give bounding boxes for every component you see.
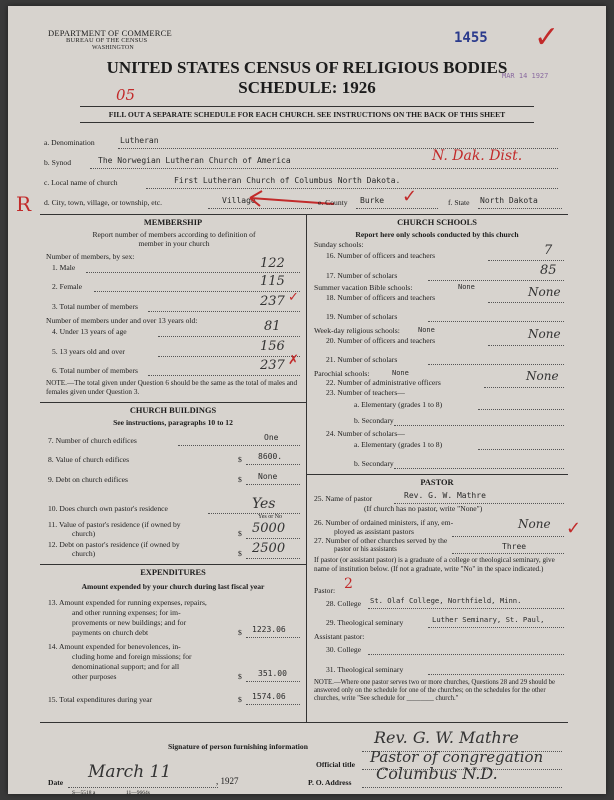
schedule-number-stamp: 1455 xyxy=(454,30,488,46)
q25-hint: (If church has no pastor, write "None") xyxy=(364,504,483,513)
q20-value: None xyxy=(528,327,561,341)
q16-label: 16. Number of officers and teachers xyxy=(326,251,436,260)
q26-label-2: ployed as assistant pastors xyxy=(334,527,414,536)
q15-label: 15. Total expenditures during year xyxy=(48,695,153,704)
q10-hint: Yes or No xyxy=(258,514,283,520)
expenditures-intro: Amount expended by your church during last fiscal year xyxy=(81,582,265,591)
q22-value: None xyxy=(526,369,559,383)
q29-label: 29. Theological seminary xyxy=(326,618,404,627)
schools-intro: Report here only schools conducted by this church xyxy=(355,230,519,239)
q23b-label: b. Secondary xyxy=(354,416,394,425)
q17-label: 17. Number of scholars xyxy=(326,271,398,280)
po-address-value: Columbus N.D. xyxy=(376,764,498,783)
q27-label-2: pastor or his assistants xyxy=(334,545,397,553)
q10-value: Yes xyxy=(252,496,276,512)
q14-dollar: $ xyxy=(238,672,242,681)
q6-total-label: 6. Total number of members xyxy=(52,366,139,375)
q14-label-3: denominational support; and for all xyxy=(72,662,180,671)
official-title-label: Official title xyxy=(316,760,356,769)
schools-heading: CHURCH SCHOOLS xyxy=(397,218,477,227)
q18-label: 18. Number of officers and teachers xyxy=(326,293,436,302)
q11-dollar: $ xyxy=(238,529,242,538)
q24b-label: b. Secondary xyxy=(354,459,394,468)
church-name-label: c. Local name of church xyxy=(44,178,118,187)
po-address-label: P. O. Address xyxy=(308,778,352,787)
parochial-schools-value: None xyxy=(392,369,409,377)
denomination-value: Lutheran xyxy=(120,136,159,145)
q9-label: 9. Debt on church edifices xyxy=(48,475,128,484)
q13-value: 1223.06 xyxy=(252,625,286,634)
membership-heading: MEMBERSHIP xyxy=(143,218,203,227)
q6-total-value: 237 xyxy=(260,358,285,373)
members-by-sex-label: Number of members, by sex: xyxy=(46,252,135,261)
q13-dollar: $ xyxy=(238,628,242,637)
q4-under13-label: 4. Under 13 years of age xyxy=(52,327,127,336)
q13-label-4: payments on church debt xyxy=(72,628,149,637)
q11-label-2: church) xyxy=(72,529,96,538)
q11-value: 5000 xyxy=(252,521,286,536)
membership-note: NOTE.—The total given under Question 6 should be the same as the total of males and females given under Question 3. xyxy=(46,379,298,396)
q14-label-4: other purposes xyxy=(72,672,117,681)
q12-label-2: church) xyxy=(72,549,96,558)
q8-value: 8600. xyxy=(258,452,283,461)
q8-dollar: $ xyxy=(238,455,242,464)
q25-label: 25. Name of pastor xyxy=(314,494,373,503)
q29-value: Luther Seminary, St. Paul, xyxy=(432,615,545,624)
print-number: 11—9664s xyxy=(126,790,150,796)
q23-label: 23. Number of teachers— xyxy=(326,388,405,397)
membership-intro-2: member in your church xyxy=(138,239,210,248)
summer-schools-value: None xyxy=(458,283,475,291)
state-value: North Dakota xyxy=(480,196,538,205)
q14-label-1: 14. Amount expended for benevolences, in- xyxy=(48,642,181,651)
age-groups-label: Number of members under and over 13 years old: xyxy=(46,316,198,325)
q6-x-mark-icon: ✗ xyxy=(288,353,299,368)
q28-label: 28. College xyxy=(326,599,362,608)
q23a-label: a. Elementary (grades 1 to 8) xyxy=(354,400,443,409)
q10-label: 10. Does church own pastor's residence xyxy=(48,504,168,513)
q26-value: None xyxy=(518,517,551,531)
county-label: e. County xyxy=(318,198,348,207)
department-name: DEPARTMENT OF COMMERCE xyxy=(48,28,172,38)
pastor-subheading: Pastor: xyxy=(314,586,336,595)
church-name-value: First Lutheran Church of Columbus North Dakota. xyxy=(174,176,401,185)
q12-dollar: $ xyxy=(238,549,242,558)
weekday-schools-label: Week-day religious schools: xyxy=(314,326,400,335)
signature-label: Signature of person furnishing information xyxy=(168,742,308,751)
q11-label-1: 11. Value of pastor's residence (if owned by xyxy=(48,520,181,529)
city-value: Village xyxy=(222,196,256,205)
q12-value: 2500 xyxy=(252,541,286,556)
state-label: f. State xyxy=(448,198,470,207)
weekday-schools-value: None xyxy=(418,326,435,334)
pastor-note: NOTE.—Where one pastor serves two or more churches, Questions 28 and 29 should be answered only on the schedule for one of the churches; on the schedules for the other churches, write "See schedule for ________ church." xyxy=(314,679,556,702)
buildings-intro: See instructions, paragraphs 10 to 12 xyxy=(113,418,233,427)
q5-over13-label: 5. 13 years old and over xyxy=(52,347,125,356)
q9-dollar: $ xyxy=(238,475,242,484)
q13-label-2: and other running expenses; for im- xyxy=(72,608,181,617)
margin-red-r-mark: R xyxy=(16,192,32,216)
city-label: d. City, town, village, or township, etc. xyxy=(44,198,163,207)
q24-label: 24. Number of scholars— xyxy=(326,429,405,438)
date-received-stamp: MAR 14 1927 xyxy=(502,72,549,80)
parochial-schools-label: Parochial schools: xyxy=(314,369,370,378)
q26-check-icon: ✓ xyxy=(566,518,582,539)
sunday-schools-label: Sunday schools: xyxy=(314,240,364,249)
q13-label-3: provements or new buildings; and for xyxy=(72,618,187,627)
q3-check-icon: ✓ xyxy=(288,290,299,305)
official-title-value: Pastor of congregation xyxy=(370,748,544,766)
q12-label-1: 12. Debt on pastor's residence (if owned by xyxy=(48,540,180,549)
q15-value: 1574.06 xyxy=(252,692,286,701)
q2-female-label: 2. Female xyxy=(52,282,82,291)
q30-label: 30. College xyxy=(326,645,362,654)
buildings-heading: CHURCH BUILDINGS xyxy=(129,406,217,415)
q5-over13-value: 156 xyxy=(260,339,285,354)
synod-district-note: N. Dak. Dist. xyxy=(432,148,523,164)
county-value: Burke xyxy=(360,196,385,205)
membership-intro-1: Report number of members according to definition of xyxy=(92,230,256,239)
census-schedule-page xyxy=(8,6,606,794)
q19-label: 19. Number of scholars xyxy=(326,312,398,321)
q15-dollar: $ xyxy=(238,695,242,704)
q7-value: One xyxy=(264,433,279,442)
instruction-line: FILL OUT A SEPARATE SCHEDULE FOR EACH CHURCH. SEE INSTRUCTIONS ON THE BACK OF THIS SHEET xyxy=(108,110,506,119)
q24a-label: a. Elementary (grades 1 to 8) xyxy=(354,440,443,449)
red-check-mark-icon: ✓ xyxy=(534,20,560,55)
q27-label-1: 27. Number of other churches served by the xyxy=(314,536,448,545)
date-value: March 11 xyxy=(88,762,172,782)
q26-label-1: 26. Number of ordained ministers, if any, em- xyxy=(314,518,454,527)
q28-value: St. Olaf College, Northfield, Minn. xyxy=(370,596,522,605)
q17-value: 85 xyxy=(540,263,557,278)
q31-label: 31. Theological seminary xyxy=(326,665,404,674)
q20-label: 20. Number of officers and teachers xyxy=(326,336,436,345)
summer-schools-label: Summer vacation Bible schools: xyxy=(314,283,413,292)
synod-label: b. Synod xyxy=(44,158,72,167)
city-name: WASHINGTON xyxy=(92,45,134,51)
date-label: Date xyxy=(48,778,64,787)
graduate-note: If pastor (or assistant pastor) is a graduate of a college or theological seminary, give name of institution below. (If not a graduate, write "No" in the space indicated.) xyxy=(314,556,555,573)
form-subtitle: SCHEDULE: 1926 xyxy=(238,78,376,97)
q13-label-1: 13. Amount expended for running expenses, repairs, xyxy=(48,598,207,607)
form-number: S—5518 a xyxy=(72,790,96,796)
q25-value: Rev. G. W. Mathre xyxy=(404,491,486,500)
form-title: UNITED STATES CENSUS OF RELIGIOUS BODIES xyxy=(106,58,508,77)
q1-male-label: 1. Male xyxy=(52,263,76,272)
assistant-pastor-subheading: Assistant pastor: xyxy=(314,632,365,641)
date-year: , 1927 xyxy=(216,776,239,786)
q14-value: 351.00 xyxy=(258,669,287,678)
county-check-icon: ✓ xyxy=(402,186,418,207)
denomination-label: a. Denomination xyxy=(44,138,95,147)
q27-value: Three xyxy=(502,542,527,551)
red-pastor-mark: 2 xyxy=(344,576,353,592)
q14-label-2: cluding home and foreign missions; for xyxy=(72,652,192,661)
q18-value: None xyxy=(528,285,561,299)
q3-total-value: 237 xyxy=(260,294,285,309)
red-handwritten-code: 05 xyxy=(116,86,136,104)
q9-value: None xyxy=(258,472,278,481)
q2-female-value: 115 xyxy=(260,274,285,289)
q3-total-label: 3. Total number of members xyxy=(52,302,139,311)
q4-under13-value: 81 xyxy=(264,319,281,334)
q8-label: 8. Value of church edifices xyxy=(48,455,130,464)
bureau-name: BUREAU OF THE CENSUS xyxy=(66,37,148,44)
pastor-heading: PASTOR xyxy=(420,478,454,487)
q21-label: 21. Number of scholars xyxy=(326,355,398,364)
q1-male-value: 122 xyxy=(260,256,285,271)
expenditures-heading: EXPENDITURES xyxy=(140,568,206,577)
q16-value: 7 xyxy=(544,243,553,258)
signature-value: Rev. G. W. Mathre xyxy=(374,728,519,747)
q22-label: 22. Number of administrative officers xyxy=(326,378,441,387)
synod-value: The Norwegian Lutheran Church of America xyxy=(98,156,291,165)
q7-label: 7. Number of church edifices xyxy=(48,436,137,445)
